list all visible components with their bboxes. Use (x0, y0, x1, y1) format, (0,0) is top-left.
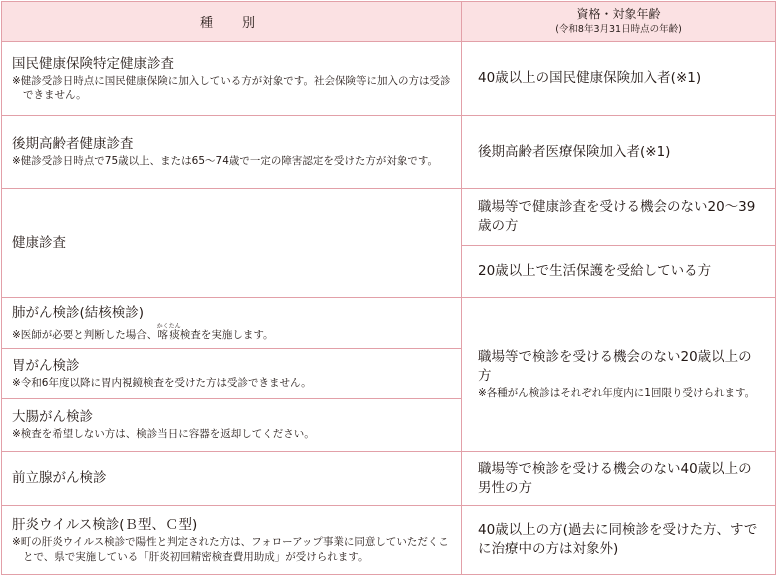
checkup-name: 胃がん検診 (12, 357, 80, 374)
header-eligibility-sub: (令和8年3月31日時点の年齢) (555, 23, 682, 35)
note-after: 検査を実施します。 (179, 328, 274, 341)
row-eligibility-cell (462, 42, 776, 116)
checkup-eligibility-table (1, 1, 776, 575)
row-eligibility-cell (462, 116, 776, 189)
row-type-cell (2, 349, 462, 399)
row-eligibility-cell (462, 246, 776, 298)
row-type-cell (2, 452, 462, 506)
eligibility-text: 40歳以上の方(過去に同検診を受けた方、すでに治療中の方は対象外) (478, 522, 758, 557)
checkup-name: 肺がん検診(結核検診) (12, 304, 145, 321)
checkup-note (12, 323, 453, 343)
eligibility-note: ※各種がん検診はそれぞれ年度内に1回限り受けられます。 (478, 387, 756, 400)
checkup-name: 健康診査 (12, 234, 66, 251)
header-eligibility-label: 資格・対象年齢 (576, 6, 661, 21)
checkup-note: ※令和6年度以降に胃内視鏡検査を受けた方は受診できません。 (12, 376, 312, 389)
table-row (2, 298, 776, 349)
row-type-cell (2, 506, 462, 575)
row-type-cell (2, 298, 462, 349)
checkup-name: 前立腺がん検診 (12, 470, 107, 486)
row-eligibility-cell (462, 189, 776, 246)
checkup-note: ※検査を希望しない方は、検診当日に容器を返却してください。 (12, 428, 315, 441)
row-eligibility-cell (462, 452, 776, 506)
row-type-cell (2, 42, 462, 116)
checkup-name: 国民健康保険特定健康診査 (12, 55, 174, 72)
eligibility-text: 40歳以上の国民健康保険加入者(※1) (478, 70, 702, 86)
note-ruby (156, 322, 181, 341)
eligibility-text: 職場等で検診を受ける機会のない40歳以上の男性の方 (478, 460, 752, 496)
header-eligibility (462, 2, 776, 42)
row-eligibility-cell (462, 506, 776, 575)
note-ruby-reading: かくたん (156, 322, 181, 330)
row-type-cell (2, 189, 462, 298)
eligibility-text: 20歳以上で生活保護を受給している方 (478, 263, 712, 279)
eligibility-text: 職場等で健康診査を受ける機会のない20～39歳の方 (478, 199, 756, 234)
checkup-note: ※健診受診日時点で75歳以上、または65～74歳で一定の障害認定を受けた方が対象です。 (12, 155, 439, 168)
table-row (2, 42, 776, 116)
checkup-name: 後期高齢者健康診査 (12, 136, 134, 153)
table-row (2, 506, 776, 575)
table-row (2, 189, 776, 246)
checkup-name: 大腸がん検診 (12, 409, 93, 426)
note-ruby-base: 喀痰 (156, 328, 181, 341)
checkup-name: 肝炎ウイルス検診(Ｂ型、Ｃ型) (12, 517, 198, 533)
checkup-note: ※健診受診日時点に国民健康保険に加入している方が対象です。社会保険等に加入の方は受診できません。 (12, 74, 451, 101)
row-type-cell (2, 399, 462, 452)
table-row (2, 116, 776, 189)
table-header-row (2, 2, 776, 42)
row-type-cell (2, 116, 462, 189)
checkup-note: ※町の肝炎ウイルス検診で陽性と判定された方は、フォローアップ事業に同意していただくことで、県で実施している「肝炎初回精密検査費用助成」が受けられます。 (12, 536, 449, 563)
eligibility-text: 後期高齢者医療保険加入者(※1) (478, 143, 671, 160)
eligibility-text: 職場等で検診を受ける機会のない20歳以上の方 (478, 349, 752, 385)
cancer-eligibility-cell (462, 298, 776, 452)
table-row (2, 452, 776, 506)
note-before: ※医師が必要と判断した場合、 (12, 328, 158, 341)
header-type: 種 別 (2, 2, 462, 42)
